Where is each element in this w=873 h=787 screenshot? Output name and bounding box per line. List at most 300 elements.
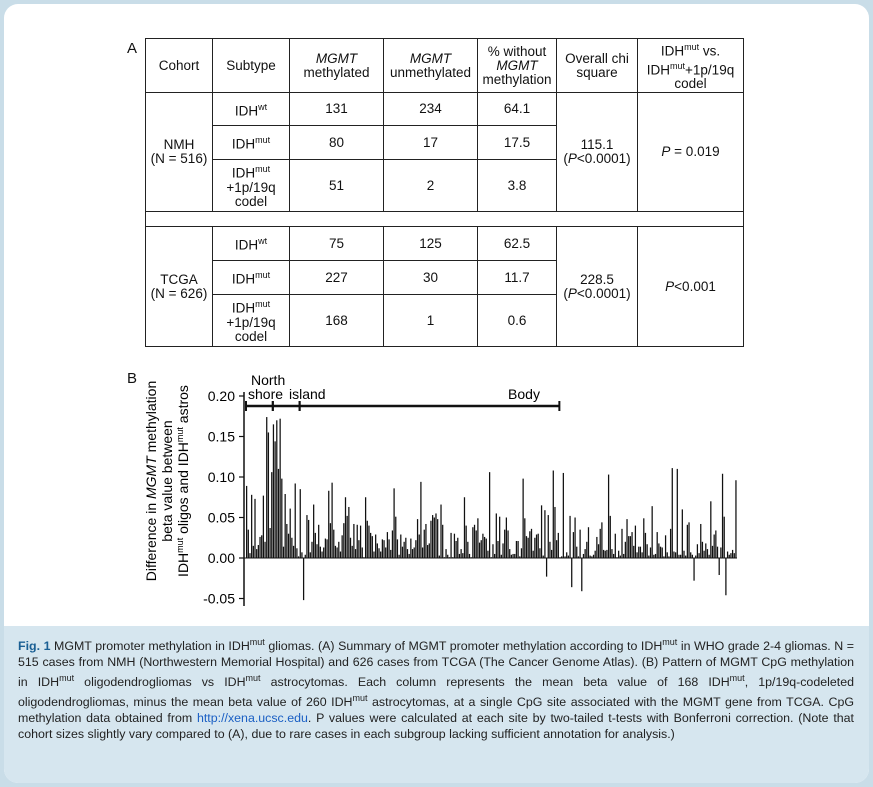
bar: [427, 545, 428, 558]
region-label: Body: [508, 386, 540, 402]
caption-box: [4, 626, 869, 783]
cohort-cell-tcga: TCGA (N = 626): [146, 227, 213, 347]
bar: [293, 546, 294, 558]
bar: [687, 525, 688, 558]
bar: [519, 556, 520, 558]
bar: [514, 554, 515, 558]
bar: [296, 548, 297, 558]
bar: [248, 530, 249, 558]
bar: [459, 554, 460, 558]
bar: [615, 534, 616, 558]
bar: [258, 545, 259, 558]
bar: [645, 533, 646, 558]
bar: [342, 535, 343, 558]
bar: [382, 539, 383, 558]
bar: [648, 556, 649, 558]
header-subtype: Subtype: [213, 39, 290, 93]
bar: [571, 558, 572, 587]
bar: [541, 505, 542, 558]
bar: [447, 555, 448, 558]
bar: [697, 544, 698, 558]
bar: [385, 547, 386, 558]
bar: [533, 551, 534, 558]
bar: [613, 554, 614, 558]
bar: [261, 535, 262, 558]
bar: [516, 541, 517, 558]
bar: [295, 483, 296, 558]
bar: [464, 497, 465, 558]
bar: [355, 549, 356, 558]
y-axis-label-line3: $IDH^{mut}$ oligos and $IDH^{mut}$ astros: [175, 385, 191, 577]
bar: [611, 549, 612, 558]
bar: [717, 547, 718, 558]
bar: [487, 551, 488, 558]
bar: [486, 539, 487, 558]
bar: [484, 537, 485, 558]
bar: [605, 551, 606, 558]
bar: [397, 539, 398, 558]
bar: [573, 532, 574, 558]
bar: [636, 552, 637, 558]
bar: [328, 491, 329, 558]
bar: [415, 540, 416, 558]
bar: [591, 556, 592, 558]
bar: [412, 549, 413, 558]
bar: [377, 543, 378, 558]
bar: [435, 513, 436, 558]
table-row: [146, 93, 744, 126]
bar: [347, 516, 348, 558]
bar: [683, 551, 684, 558]
bar: [502, 543, 503, 558]
bar: [492, 544, 493, 558]
table-spacer-row: [146, 212, 744, 227]
bar: [452, 557, 453, 558]
bar: [301, 552, 302, 558]
bar: [618, 551, 619, 558]
bar: [325, 539, 326, 558]
bar: [512, 554, 513, 558]
bar: [735, 480, 736, 558]
bar: [643, 518, 644, 558]
bar: [631, 532, 632, 558]
bar: [682, 509, 683, 558]
cohort-cell-nmh: NMH (N = 516): [146, 93, 213, 212]
bar: [286, 524, 287, 558]
bar: [331, 483, 332, 558]
y-tick-label: 0.05: [207, 509, 235, 526]
bar: [724, 517, 725, 558]
y-axis: [203, 388, 737, 606]
bar: [662, 547, 663, 558]
bar: [481, 540, 482, 558]
bar: [596, 537, 597, 558]
bar: [281, 479, 282, 558]
bar: [672, 468, 673, 558]
bar: [276, 420, 277, 558]
bar: [395, 517, 396, 558]
y-tick-label: -0.05: [203, 590, 235, 606]
bar: [363, 557, 364, 558]
bar: [509, 549, 510, 558]
bar: [630, 536, 631, 558]
bar: [479, 543, 480, 558]
methylated-cell: 75: [290, 227, 384, 261]
bar: [365, 497, 366, 558]
bar: [308, 520, 309, 558]
bar: [660, 547, 661, 558]
bar: [358, 540, 359, 558]
bar: [496, 513, 497, 558]
y-tick-label: 0.00: [207, 550, 235, 566]
unmethylated-cell: 125: [384, 227, 478, 261]
bar: [625, 542, 626, 558]
bar: [675, 552, 676, 558]
bar: [620, 556, 621, 558]
bar: [558, 533, 559, 558]
bar: [729, 555, 730, 558]
xena-link[interactable]: http://xena.ucsc.edu: [196, 711, 308, 726]
bar: [383, 540, 384, 558]
bar: [405, 538, 406, 558]
bar: [574, 518, 575, 559]
bar: [653, 555, 654, 558]
header-pct-without: % without MGMT methylation: [478, 39, 557, 93]
bar: [715, 530, 716, 558]
bar: [455, 541, 456, 558]
bar: [471, 557, 472, 558]
bar: [640, 547, 641, 558]
bar: [621, 529, 622, 558]
bar: [454, 534, 455, 558]
bar: [688, 522, 689, 558]
bar: [725, 558, 726, 595]
bar: [288, 534, 289, 558]
unmethylated-cell: 2: [384, 160, 478, 212]
bar: [569, 516, 570, 558]
bar: [449, 557, 450, 558]
bar: [680, 555, 681, 558]
bar: [566, 552, 567, 558]
bar: [340, 552, 341, 558]
bar: [670, 529, 671, 558]
bar: [499, 517, 500, 558]
bar: [561, 556, 562, 558]
unmethylated-cell: 17: [384, 126, 478, 160]
bar: [442, 525, 443, 558]
bar: [606, 550, 607, 558]
bar: [476, 530, 477, 558]
bar: [539, 548, 540, 558]
bar: [523, 479, 524, 558]
bar: [290, 509, 291, 558]
bar: [641, 552, 642, 558]
bar: [268, 432, 269, 558]
bar: [705, 543, 706, 558]
bar: [598, 544, 599, 558]
bar: [429, 543, 430, 558]
bar: [414, 547, 415, 558]
bar: [559, 557, 560, 558]
bar: [579, 530, 580, 558]
bar: [638, 547, 639, 558]
bar: [305, 555, 306, 558]
bar: [393, 488, 394, 558]
bar: [494, 554, 495, 558]
bar: [315, 533, 316, 558]
bar: [663, 556, 664, 558]
bar: [367, 521, 368, 558]
header-cohort: Cohort: [146, 39, 213, 93]
bar: [271, 472, 272, 558]
bar: [650, 547, 651, 558]
bar: [410, 539, 411, 558]
bar: [678, 555, 679, 558]
bar: [529, 531, 530, 558]
bar: [368, 526, 369, 558]
bar: [554, 507, 555, 558]
bar: [690, 552, 691, 558]
bar: [665, 535, 666, 558]
region-label: shore: [248, 386, 284, 402]
bar: [373, 552, 374, 558]
pct-cell: 3.8: [478, 160, 557, 212]
bar: [352, 546, 353, 558]
bar: [375, 535, 376, 558]
y-axis-label: [143, 381, 191, 581]
methylated-cell: 80: [290, 126, 384, 160]
region-label: island: [289, 386, 326, 402]
bar: [556, 540, 557, 558]
bar: [501, 555, 502, 558]
bar: [549, 542, 550, 558]
bar: [417, 519, 418, 558]
table-header-row: [146, 39, 744, 93]
methylated-cell: 51: [290, 160, 384, 212]
pct-cell: 62.5: [478, 227, 557, 261]
bar: [444, 557, 445, 558]
header-unmethylated: MGMT unmethylated: [384, 39, 478, 93]
bar: [370, 533, 371, 558]
bar: [477, 518, 478, 558]
bar: [318, 525, 319, 558]
bar: [528, 538, 529, 558]
bar: [698, 553, 699, 558]
bar: [291, 538, 292, 558]
header-idh-vs-codel: $IDH^{mut}$ vs. $IDH^{mut}+1p/19q$ codel: [638, 39, 744, 93]
bar: [707, 549, 708, 558]
bar: [313, 505, 314, 558]
header-chi-square: Overall chi square: [557, 39, 638, 93]
methylated-cell: 168: [290, 295, 384, 347]
bar: [633, 546, 634, 558]
bar: [734, 553, 735, 558]
bar: [497, 541, 498, 558]
bar: [345, 497, 346, 558]
bar: [730, 553, 731, 558]
bar: [278, 469, 279, 558]
bar: [695, 556, 696, 558]
bar: [703, 551, 704, 558]
bar: [380, 552, 381, 558]
bar: [348, 507, 349, 558]
header-methylated: MGMT methylated: [290, 39, 384, 93]
bar: [440, 505, 441, 558]
bar: [398, 555, 399, 558]
bar: [489, 472, 490, 558]
subtype-cell: $IDH^{mut}$: [213, 261, 290, 295]
bar: [362, 547, 363, 558]
methylation-difference-chart: [4, 366, 869, 606]
bar: [610, 516, 611, 558]
bar: [320, 547, 321, 558]
bar: [531, 529, 532, 558]
bar: [553, 471, 554, 558]
bar: [576, 547, 577, 558]
bar: [472, 527, 473, 558]
bar: [460, 549, 461, 558]
bar: [269, 528, 270, 558]
p-cell-nmh: P = 0.019: [638, 93, 744, 212]
figure-card: [4, 4, 869, 783]
bar: [457, 538, 458, 558]
bar: [543, 556, 544, 558]
bar: [353, 524, 354, 558]
bar: [521, 548, 522, 558]
figure-caption: Fig. 1 MGMT promoter methylation in $IDH^{mut}$ gliomas. (A) Summary of MGMT promoter methylation according to $IDH^{mut}$ in WHO grade 2-4 gliomas. N = 515 cases from NMH (Northwestern Memorial Hospital) and 626 cases from TCGA (The Cancer Genome Atlas). (B) Pattern of MGMT CpG methylation in $IDH^{mut}$ oligodendrogliomas vs $IDH^{mut}$ astrocytomas. Each column represents the mean beta value of 168 $IDH^{mut}$, 1p/19q-codeleted oligodendrogliomas, minus the mean beta value of 260 $IDH^{mut}$ astrocytomas, at a single CpG site associated with the MGMT gene from TCGA. CpG methylation data obtained from http://xena.ucsc.edu. P values were calculated at each site by two-tailed t-tests with Bonferroni correction. (Note that cohort sizes slightly vary compared to (A), due to rare cases in each subgroup lacking sufficient annotation for analysis.): [18, 637, 855, 742]
mgmt-summary-table: [145, 38, 744, 347]
bar: [330, 523, 331, 558]
bar: [655, 554, 656, 558]
unmethylated-cell: 30: [384, 261, 478, 295]
bar: [259, 537, 260, 558]
bar: [511, 555, 512, 558]
subtype-cell: $IDH^{wt}$: [213, 93, 290, 126]
methylated-cell: 131: [290, 93, 384, 126]
bar: [482, 534, 483, 558]
bar: [538, 534, 539, 558]
bar: [437, 519, 438, 558]
bar: [657, 532, 658, 558]
bar: [390, 550, 391, 558]
y-axis-label-line2: beta value between: [159, 420, 175, 542]
bar: [246, 486, 247, 558]
bar: [439, 556, 440, 558]
bar: [568, 556, 569, 558]
bar: [668, 556, 669, 558]
bar: [588, 527, 589, 558]
bar: [583, 554, 584, 558]
bar: [658, 543, 659, 558]
pct-cell: 11.7: [478, 261, 557, 295]
pct-cell: 17.5: [478, 126, 557, 160]
bar: [266, 417, 267, 558]
bar: [432, 515, 433, 558]
bar: [673, 552, 674, 558]
bar: [608, 475, 609, 558]
bar: [590, 556, 591, 558]
p-cell-tcga: P<0.001: [638, 227, 744, 347]
bar: [407, 549, 408, 558]
bar: [422, 547, 423, 558]
bar: [506, 518, 507, 559]
bar: [430, 521, 431, 558]
bar: [303, 558, 304, 600]
y-tick-label: 0.10: [207, 469, 235, 485]
bar: [652, 506, 653, 558]
bar: [469, 554, 470, 558]
bar: [536, 535, 537, 558]
bar: [600, 529, 601, 558]
bar: [360, 526, 361, 558]
y-axis-label-line1: Difference in MGMT methylation: [143, 380, 159, 582]
bar: [623, 554, 624, 558]
bar: [274, 441, 275, 558]
bar: [256, 549, 257, 558]
bar: [333, 530, 334, 558]
bar: [551, 550, 552, 558]
bar: [667, 552, 668, 558]
bar: [601, 522, 602, 558]
bar: [254, 499, 255, 558]
bar: [249, 553, 250, 558]
bar: [719, 558, 720, 575]
bar: [732, 550, 733, 558]
bar: [628, 536, 629, 558]
bar: [310, 552, 311, 558]
bar: [387, 532, 388, 558]
bar: [336, 547, 337, 558]
bar: [534, 538, 535, 558]
bar: [338, 542, 339, 558]
bar: [647, 544, 648, 558]
bar: [434, 518, 435, 559]
bar: [564, 556, 565, 558]
bar: [720, 547, 721, 558]
bar: [626, 519, 627, 558]
bar: [263, 496, 264, 558]
bar: [474, 525, 475, 558]
panel-a-label: A: [127, 40, 138, 57]
subtype-cell: $IDH^{wt}$: [213, 227, 290, 261]
chi-cell-tcga: 228.5 (P<0.0001): [557, 227, 638, 347]
bar: [283, 547, 284, 558]
bar: [298, 556, 299, 558]
bar: [524, 518, 525, 558]
bar: [616, 557, 617, 558]
bar: [693, 558, 694, 581]
bar: [445, 549, 446, 558]
bar: [400, 535, 401, 558]
bar: [335, 546, 336, 558]
bar: [712, 546, 713, 558]
bar: [420, 482, 421, 558]
bar: [504, 530, 505, 558]
bar: [280, 419, 281, 558]
bar: [727, 552, 728, 558]
bar: [702, 542, 703, 558]
subtype-cell: $IDH^{mut}$: [213, 126, 290, 160]
bar: [392, 530, 393, 558]
bar: [710, 501, 711, 558]
bar: [273, 424, 274, 558]
unmethylated-cell: 234: [384, 93, 478, 126]
bar: [526, 536, 527, 558]
bar: [714, 535, 715, 558]
bar: [635, 526, 636, 558]
bar: [507, 530, 508, 558]
bar: [350, 538, 351, 558]
